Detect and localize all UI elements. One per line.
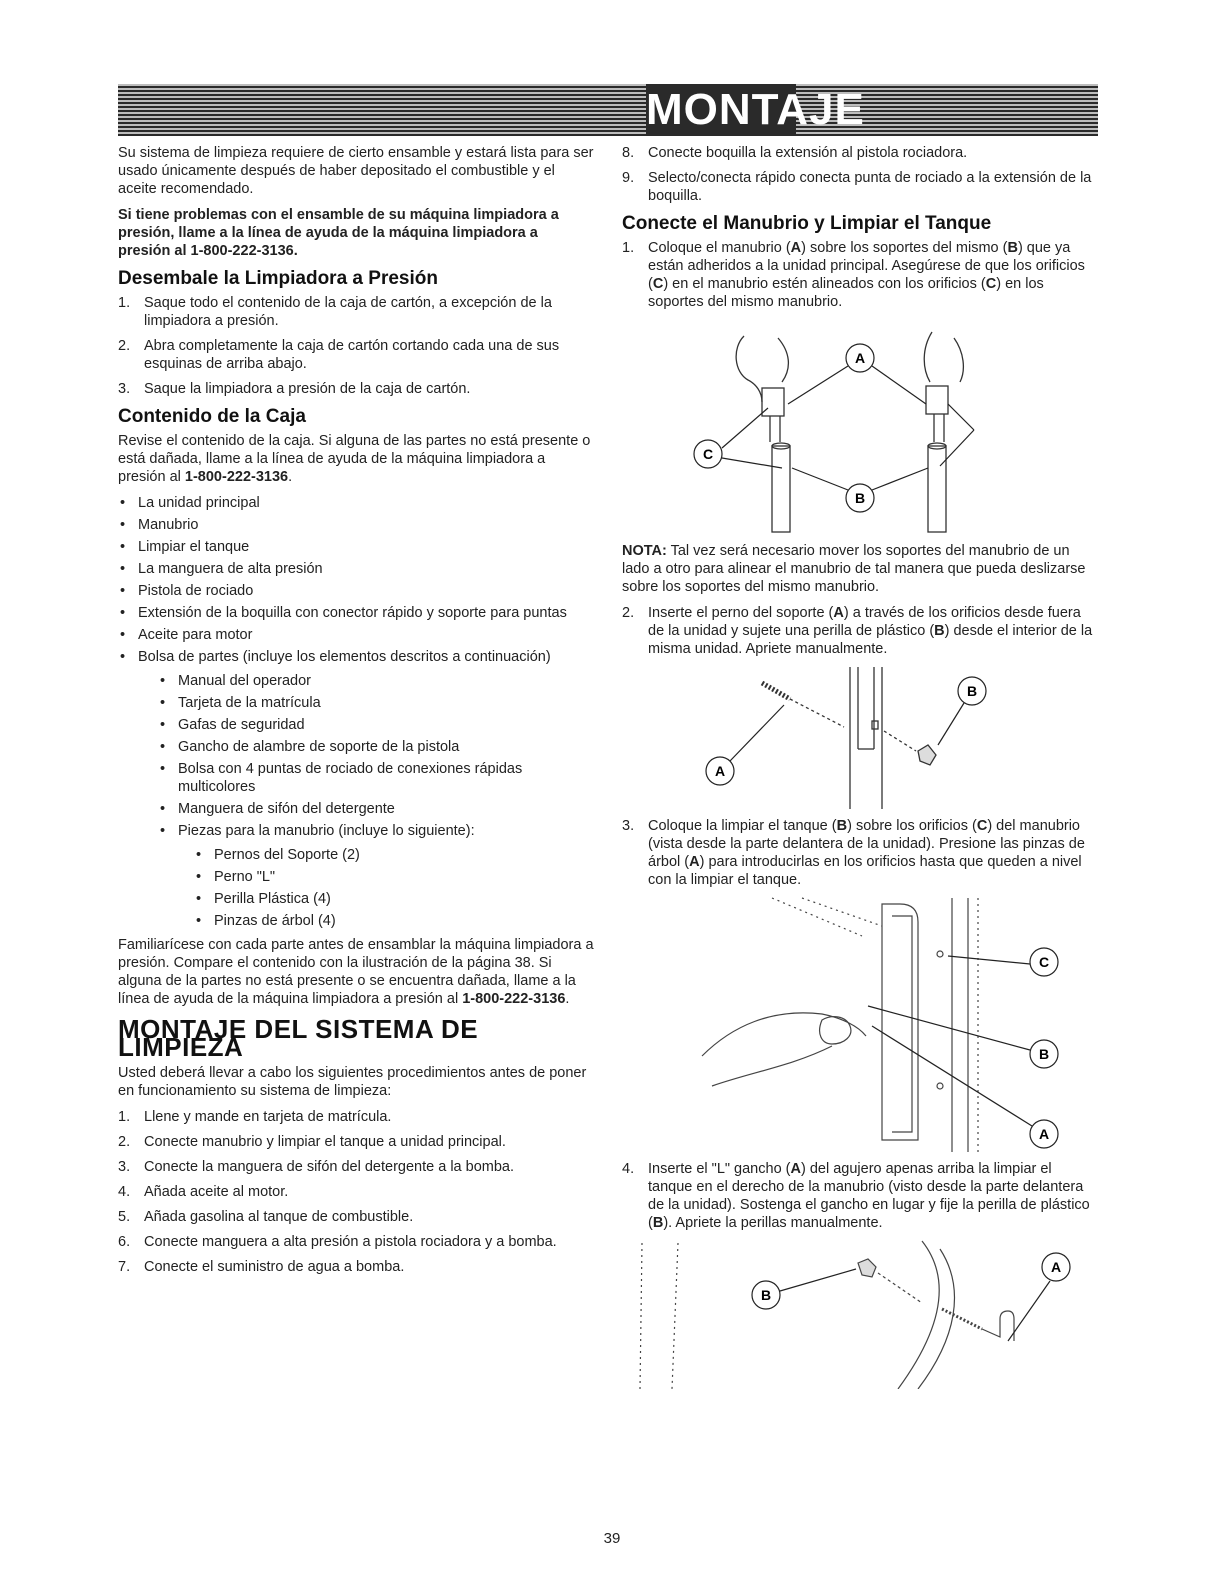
callout-a: A	[1050, 1259, 1062, 1275]
list-item: 5. Añada gasolina al tanque de combustible.	[118, 1209, 414, 1225]
list-item: • Aceite para motor	[118, 626, 594, 644]
callout-a: A	[714, 763, 726, 779]
list-item: • Extensión de la boquilla con conector rápido y soporte para puntas	[118, 604, 594, 622]
list-item: • Piezas para la manubrio (incluye lo siguiente):	[118, 822, 594, 840]
l-hook-figure	[622, 1239, 1100, 1389]
handle-heading: Conecte el Manubrio y Limpiar el Tanque	[622, 213, 992, 234]
callout-c: C	[702, 446, 714, 462]
list-item: 3. Coloque la limpiar el tanque (B) sobre los orificios (C) del manubrio (vista desde la parte delantera de la unidad). Presione las pinzas de árbol (A) para introducirlas en los orificios hasta que queden a nivel con la limpiar el tanque.	[622, 818, 1085, 888]
note-paragraph: NOTA: Tal vez será necesario mover los soportes del manubrio de un lado a otro para alinear el manubrio de tal manera que pueda deslizarse sobre los soportes del mismo manubrio.	[622, 543, 1086, 595]
list-item: • Bolsa de partes (incluye los elementos descritos a continuación)	[118, 648, 594, 666]
contents-intro: Revise el contenido de la caja. Si alguna de las partes no está presente o está dañada, llame a la línea de ayuda de la máquina limpiadora a presión al 1-800-222-3136.	[118, 433, 591, 485]
list-item: 9. Selecto/conecta rápido conecta punta de rociado a la extensión de la boquilla.	[622, 170, 1092, 204]
callout-a: A	[1038, 1126, 1050, 1142]
list-item: 1. Coloque el manubrio (A) sobre los soportes del mismo (B) que ya están adheridos a la unidad principal. Asegúrese de que los orificios (C) en el manubrio estén alineados con los orificios (C) en los soportes del mismo manubrio.	[622, 240, 1085, 310]
assembly-heading: MONTAJE DEL SISTEMA DE LIMPIEZA	[118, 1014, 479, 1062]
list-item: • Gafas de seguridad	[118, 716, 594, 734]
list-item: 3. Saque la limpiadora a presión de la caja de cartón.	[118, 381, 471, 397]
handle-steps	[622, 817, 1100, 889]
handle-brackets-figure	[622, 318, 1100, 534]
list-item: • Bolsa con 4 puntas de rociado de conexiones rápidas multicolores	[118, 760, 594, 796]
phone-number: 1-800-222-3136	[184, 469, 289, 485]
list-item: 2. Abra completamente la caja de cartón cortando cada una de sus esquinas de arriba abajo.	[118, 338, 560, 372]
list-item: 7. Conecte el suministro de agua a bomba.	[118, 1259, 405, 1275]
intro-paragraph: Su sistema de limpieza requiere de cierto ensamble y estará lista para ser usado únicamente después de haber depositado el combustible y el aceite recomendado.	[118, 145, 594, 197]
list-item: 4. Inserte el "L" gancho (A) del agujero apenas arriba la limpiar el tanque en el derecho de la manubrio (visto desde la parte delantera de la unidad). Sostenga el gancho en lugar y fije la perilla de plástico (B). Apriete la perillas manualmente.	[622, 1161, 1090, 1231]
list-item: • La unidad principal	[118, 494, 594, 512]
callout-b: B	[966, 683, 978, 699]
bag-contents-list	[118, 672, 594, 840]
familiarize-paragraph: Familiarícese con cada parte antes de ensamblar la máquina limpiadora a presión. Compare el contenido con la ilustración de la página 38. Si alguna de la partes no está presente o se encuentra dañada, llame a la línea de ayuda de la máquina limpiadora a presión al 1-800-222-3136.	[118, 937, 594, 1007]
callout-b: B	[854, 490, 866, 506]
bolt-knob-figure	[622, 665, 1100, 809]
list-item: • Gancho de alambre de soporte de la pistola	[118, 738, 594, 756]
right-column	[622, 144, 1100, 1397]
section-banner	[118, 84, 1098, 136]
list-item: • Perno "L"	[118, 868, 594, 886]
assembly-intro: Usted deberá llevar a cabo los siguientes procedimientos antes de poner en funcionamiento su sistema de limpieza:	[118, 1065, 587, 1099]
list-item: 1. Llene y mande en tarjeta de matrícula.	[118, 1109, 392, 1125]
list-item: 2. Conecte manubrio y limpiar el tanque a unidad principal.	[118, 1134, 506, 1150]
list-item: • Limpiar el tanque	[118, 538, 594, 556]
assembly-steps-continued	[622, 144, 1100, 205]
help-line-paragraph: Si tiene problemas con el ensamble de su máquina limpiadora a presión, llame a la línea de ayuda de la máquina limpiadora a presión al 1-800-222-3136.	[118, 207, 559, 259]
assembly-steps	[118, 1108, 594, 1276]
list-item: • Manubrio	[118, 516, 594, 534]
tank-clips-figure	[622, 896, 1100, 1152]
callout-c: C	[1038, 954, 1050, 970]
handle-steps	[622, 239, 1100, 311]
list-item: 2. Inserte el perno del soporte (A) a través de los orificios desde fuera de la unidad y sujete una perilla de plástico (B) desde el interior de la misma unidad. Apriete manualmente.	[622, 605, 1093, 657]
list-item: 1. Saque todo el contenido de la caja de cartón, a excepción de la limpiadora a presión.	[118, 295, 552, 329]
list-item: • Manguera de sifón del detergente	[118, 800, 594, 818]
list-item: 3. Conecte la manguera de sifón del detergente a la bomba.	[118, 1159, 514, 1175]
list-item: 6. Conecte manguera a alta presión a pistola rociadora y a bomba.	[118, 1234, 557, 1250]
page-number: 39	[603, 1530, 621, 1547]
unpack-steps	[118, 294, 594, 398]
list-item: • Tarjeta de la matrícula	[118, 694, 594, 712]
list-item: • Pernos del Soporte (2)	[118, 846, 594, 864]
list-item: • Perilla Plástica (4)	[118, 890, 594, 908]
list-item: 4. Añada aceite al motor.	[118, 1184, 289, 1200]
handle-steps	[622, 1160, 1100, 1232]
handle-steps	[622, 604, 1100, 658]
list-item: • Pinzas de árbol (4)	[118, 912, 594, 930]
list-item: • Pistola de rociado	[118, 582, 594, 600]
callout-b: B	[1038, 1046, 1050, 1062]
callout-b: B	[760, 1287, 772, 1303]
list-item: 8. Conecte boquilla la extensión al pistola rociadora.	[622, 145, 968, 161]
list-item: • Manual del operador	[118, 672, 594, 690]
handle-parts-list	[118, 846, 594, 930]
unpack-heading: Desembale la Limpiadora a Presión	[118, 268, 438, 289]
callout-a: A	[854, 350, 866, 366]
banner-title: MONTAJE	[646, 85, 865, 134]
contents-heading: Contenido de la Caja	[118, 406, 306, 427]
list-item: • La manguera de alta presión	[118, 560, 594, 578]
left-column	[118, 144, 594, 1283]
contents-list	[118, 494, 594, 666]
